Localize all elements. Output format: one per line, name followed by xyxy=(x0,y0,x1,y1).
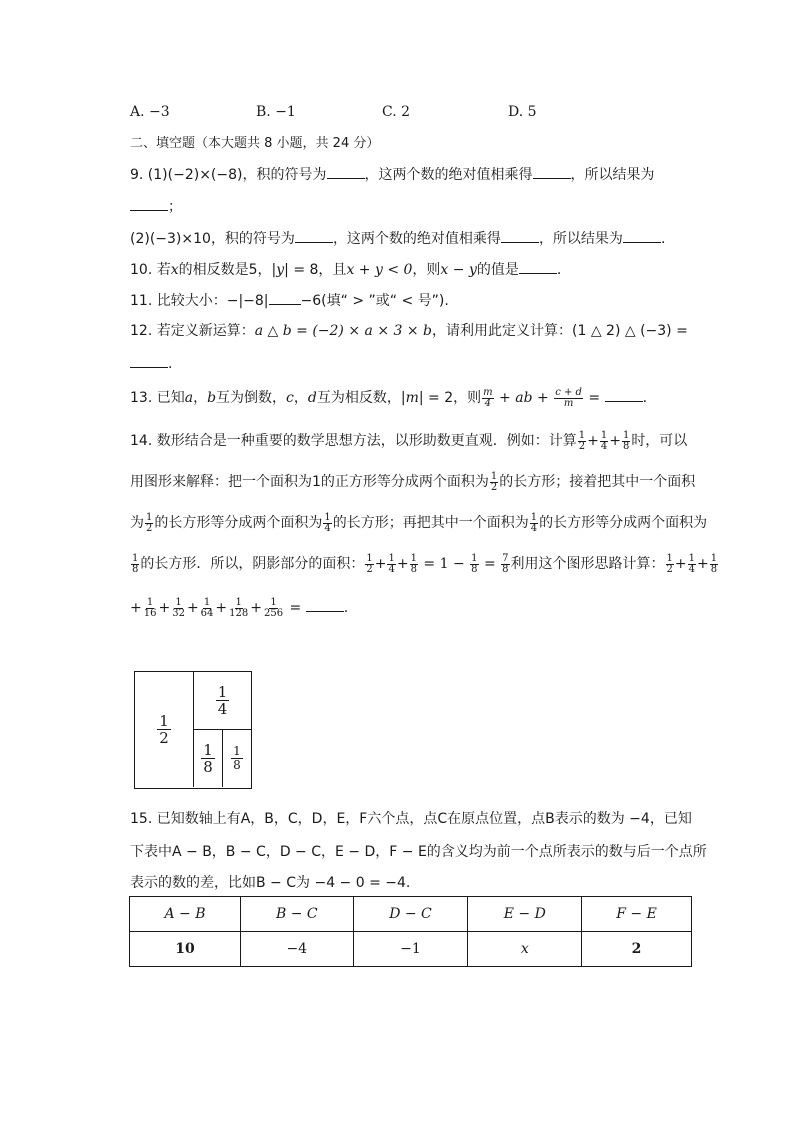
fraction: $\frac{1}{2}$ xyxy=(366,552,373,575)
fraction: $\frac{1}{4}$ xyxy=(688,552,696,575)
fraction: $\frac{1}{4}$ xyxy=(324,511,331,534)
blank[interactable] xyxy=(519,259,557,274)
fraction: $\frac{1}{32}$ xyxy=(172,596,185,619)
cell-eighth-a: 1 8 xyxy=(194,730,223,787)
q13: 13. 已知a，b互为倒数，c，d互为相反数，|m| = 2，则 $\frac{m}{4}$ + ab + $\frac{c + d}{m}$ = . xyxy=(130,386,648,409)
fraction: $\frac{1}{4}$ xyxy=(530,511,538,534)
fraction: $\frac{1}{8}$ xyxy=(410,552,417,575)
q14-line4: $\frac{1}{8}$ 的长方形．所以，阴影部分的面积： $\frac{1}{2}$ + $\frac{1}{4}$ + $\frac{1}{8}$ = 1 − $\frac{1}{8}$ = $\frac{7}{8}$ 利用这个图形思路计算： $\frac{1}{2}$ + $\frac{1}{4}$ + $\frac{1}{8}$ xyxy=(132,552,718,575)
blank[interactable] xyxy=(306,597,344,612)
q14-line5: + $\frac{1}{16}$ + $\frac{1}{32}$ + $\frac{1}{64}$ + $\frac{1}{128}$ + $\frac{1}{256}$ = . xyxy=(130,596,349,619)
table-cell: x xyxy=(468,932,582,967)
blank[interactable] xyxy=(295,228,333,243)
q15-line1: 15. 已知数轴上有A，B，C，D，E，F六个点，点C在原点位置，点B表示的数为 −4，已知 xyxy=(130,811,692,827)
table-cell: 10 xyxy=(130,932,241,967)
table-header: E − D xyxy=(468,897,582,932)
q9-line2: ； xyxy=(130,196,182,217)
fraction: $\frac{1}{8}$ xyxy=(471,552,478,575)
fraction: $\frac{1}{64}$ xyxy=(200,596,214,619)
q14-line1: 14. 数形结合是一种重要的数学思想方法，以形助数更直观．例如：计算 $\frac{1}{2}$ + $\frac{1}{4}$ + $\frac{1}{8}$ 时，可以 xyxy=(130,429,688,452)
fraction: $\frac{1}{16}$ xyxy=(143,596,157,619)
blank[interactable] xyxy=(605,387,643,402)
fraction: $\frac{1}{8}$ xyxy=(132,552,139,575)
fraction: $\frac{1}{2}$ xyxy=(146,511,153,534)
option-a: A. −3 xyxy=(130,104,170,120)
section-title: 二、填空题（本大题共 8 小题，共 24 分） xyxy=(130,136,380,151)
table-header: B − C xyxy=(241,897,354,932)
q9-line1: 9. (1)(−2)×(−8)，积的符号为 ，这两个数的绝对值相乘得 ，所以结果为 xyxy=(130,164,655,185)
blank[interactable] xyxy=(130,196,168,211)
table-cell: −1 xyxy=(353,932,468,967)
option-d: D. 5 xyxy=(508,104,537,120)
fraction: $\frac{1}{256}$ xyxy=(263,596,284,619)
area-figure xyxy=(134,671,252,789)
fraction: $\frac{1}{128}$ xyxy=(229,596,249,619)
cell-eighth-b: 1 8 xyxy=(233,744,241,772)
q11: 11. 比较大小：−|−8| −6(填“ > ”或“ < 号”). xyxy=(130,290,449,311)
cell-half: 1 2 xyxy=(135,672,194,787)
blank[interactable] xyxy=(623,228,661,243)
table-header: A − B xyxy=(130,897,241,932)
option-c: C. 2 xyxy=(382,104,411,120)
fraction: $\frac{1}{8}$ xyxy=(710,552,718,575)
fraction: $\frac{m}{4}$ xyxy=(483,386,493,409)
q14-line2: 用图形来解释：把一个面积为1的正方形等分成两个面积为 $\frac{1}{2}$ 的长方形；接着把其中一个面积 xyxy=(130,470,696,493)
fraction: $\frac{1}{2}$ xyxy=(578,429,586,452)
fraction: $\frac{1}{2}$ xyxy=(490,470,498,493)
fraction: $\frac{1}{4}$ xyxy=(600,429,608,452)
fraction: $\frac{7}{8}$ xyxy=(502,552,509,575)
table-cell: 2 xyxy=(582,932,692,967)
table-header: F − E xyxy=(582,897,692,932)
table-header: D − C xyxy=(353,897,468,932)
q15-line3: 表示的数的差，比如B − C为 −4 − 0 = −4. xyxy=(130,875,411,891)
cell-quarter: 1 4 xyxy=(194,672,251,730)
blank[interactable] xyxy=(501,228,539,243)
answer-options xyxy=(130,102,537,122)
table-row xyxy=(130,932,692,967)
q9-line3: (2)(−3)×10，积的符号为 ，这两个数的绝对值相乘得 ，所以结果为 . xyxy=(130,228,665,249)
q10: 10. 若x的相反数是5，|y| = 8，且x + y < 0，则x − y的值是 . xyxy=(130,259,561,280)
q14-line3: 为 $\frac{1}{2}$ 的长方形等分成两个面积为 $\frac{1}{4}$ 的长方形；再把其中一个面积为 $\frac{1}{4}$ 的长方形等分成两个面积为 xyxy=(130,511,708,534)
fraction: $\frac{1}{8}$ xyxy=(622,429,630,452)
q12-line1: 12. 若定义新运算：a △ b = (−2) × a × 3 × b，请利用此定义计算：(1 △ 2) △ (−3) = xyxy=(130,323,688,339)
blank[interactable] xyxy=(327,164,365,179)
blank[interactable] xyxy=(130,353,168,368)
blank[interactable] xyxy=(533,164,571,179)
fraction: $\frac{c + d}{m}$ xyxy=(555,386,582,409)
q12-line2: . xyxy=(130,353,172,374)
option-b: B. −1 xyxy=(256,104,296,120)
q15-line2: 下表中A − B，B − C，D − C，E − D，F − E的含义均为前一个点所表示的数与后一个点所 xyxy=(130,844,707,860)
table-header-row xyxy=(130,897,692,932)
difference-table xyxy=(129,896,692,967)
table-cell: −4 xyxy=(241,932,354,967)
blank[interactable] xyxy=(269,290,301,305)
fraction: $\frac{1}{2}$ xyxy=(666,552,673,575)
fraction: $\frac{1}{4}$ xyxy=(388,552,395,575)
